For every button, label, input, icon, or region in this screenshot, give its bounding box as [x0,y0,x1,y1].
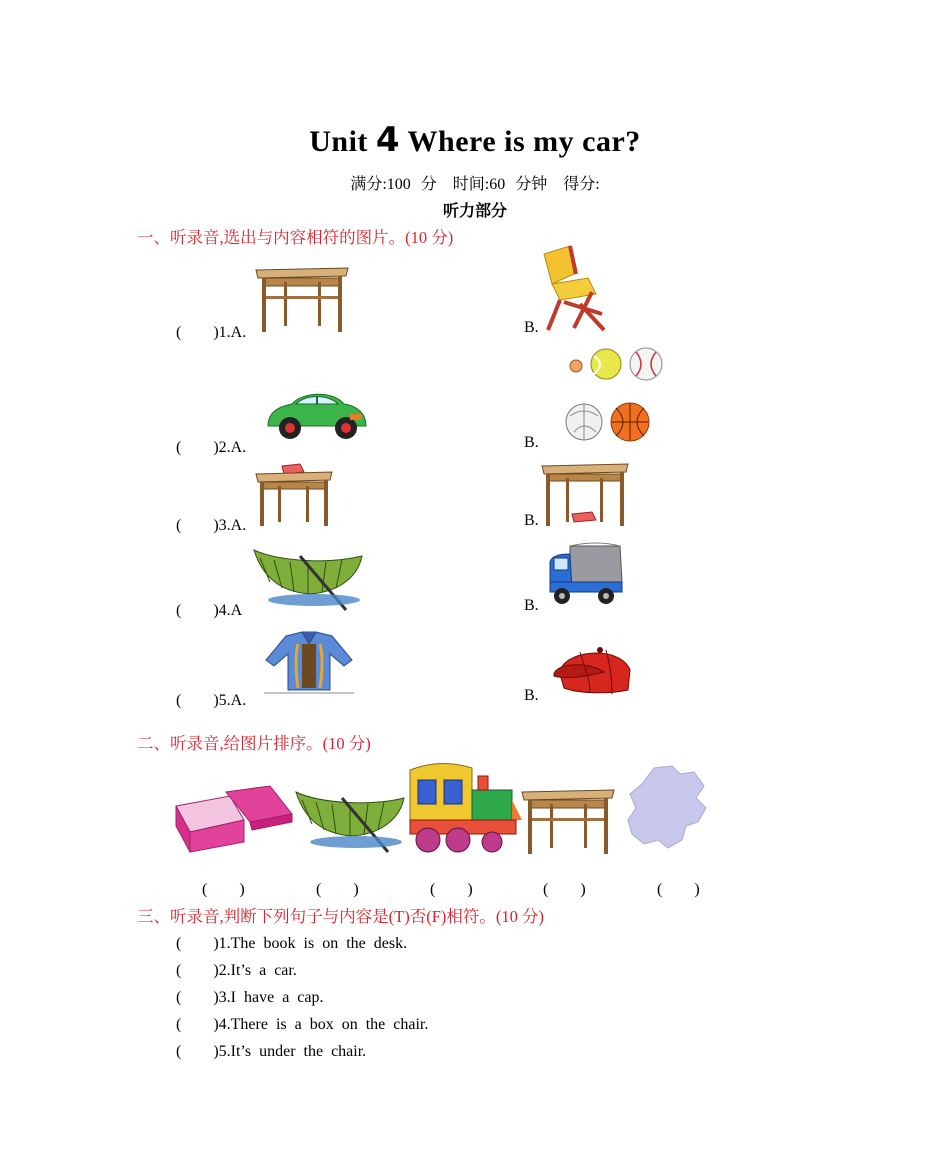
balls-icon [566,346,666,444]
jacket-icon [264,630,354,696]
s1-item1-label-b: B. [524,319,539,336]
s1-item3-label-a: ( )3.A. [176,517,247,534]
s3-item1: ( )1.The book is on the desk. [176,935,408,952]
boat-icon [250,542,366,614]
s1-item5-label-a: ( )5.A. [176,692,247,709]
s3-item3: ( )3.I have a cap. [176,989,324,1006]
title-rest: Where is my car? [407,125,641,158]
s1-item2-label-a: ( )2.A. [176,439,247,456]
order-blank-5[interactable]: ( ) [657,881,700,898]
page-title [0,120,950,160]
order-blank-3[interactable]: ( ) [430,881,473,898]
order-blank-4[interactable]: ( ) [543,881,586,898]
boat-icon [292,784,408,856]
order-blank-2[interactable]: ( ) [316,881,359,898]
s1-item4-label-b: B. [524,597,539,614]
box-icon [172,786,296,856]
s3-item4: ( )4.There is a box on the chair. [176,1016,429,1033]
desk-icon [520,786,616,856]
s1-item2-label-b: B. [524,434,539,451]
s3-item2: ( )2.It’s a car. [176,962,297,979]
section1-heading: 一、听录音,选出与内容相符的图片。(10 分) [137,228,454,247]
car-icon [262,388,370,442]
truck-icon [546,542,624,606]
s1-item3-label-b: B. [524,512,539,529]
order-blank-1[interactable]: ( ) [202,881,245,898]
section3-heading: 三、听录音,判断下列句子与内容是(T)否(F)相符。(10 分) [137,907,544,926]
title-prefix: Unit [309,125,368,158]
s3-item5: ( )5.It’s under the chair. [176,1043,367,1060]
cap-icon [550,642,638,702]
book-under-desk-icon [540,462,630,528]
book-on-desk-icon [254,460,334,528]
section2-heading: 二、听录音,给图片排序。(10 分) [137,734,371,753]
s1-item4-label-a: ( )4.A [176,602,243,619]
s1-item5-label-b: B. [524,687,539,704]
map-icon [624,764,708,850]
chair-icon [540,244,610,336]
s1-item1-label-a: ( )1.A. [176,324,247,341]
title-number: 4 [375,120,401,160]
listening-subtitle: 听力部分 [442,203,507,220]
train-icon [406,760,522,856]
desk-icon [254,264,350,334]
score-info: 满分:100 分 时间:60 分钟 得分: [350,176,600,193]
